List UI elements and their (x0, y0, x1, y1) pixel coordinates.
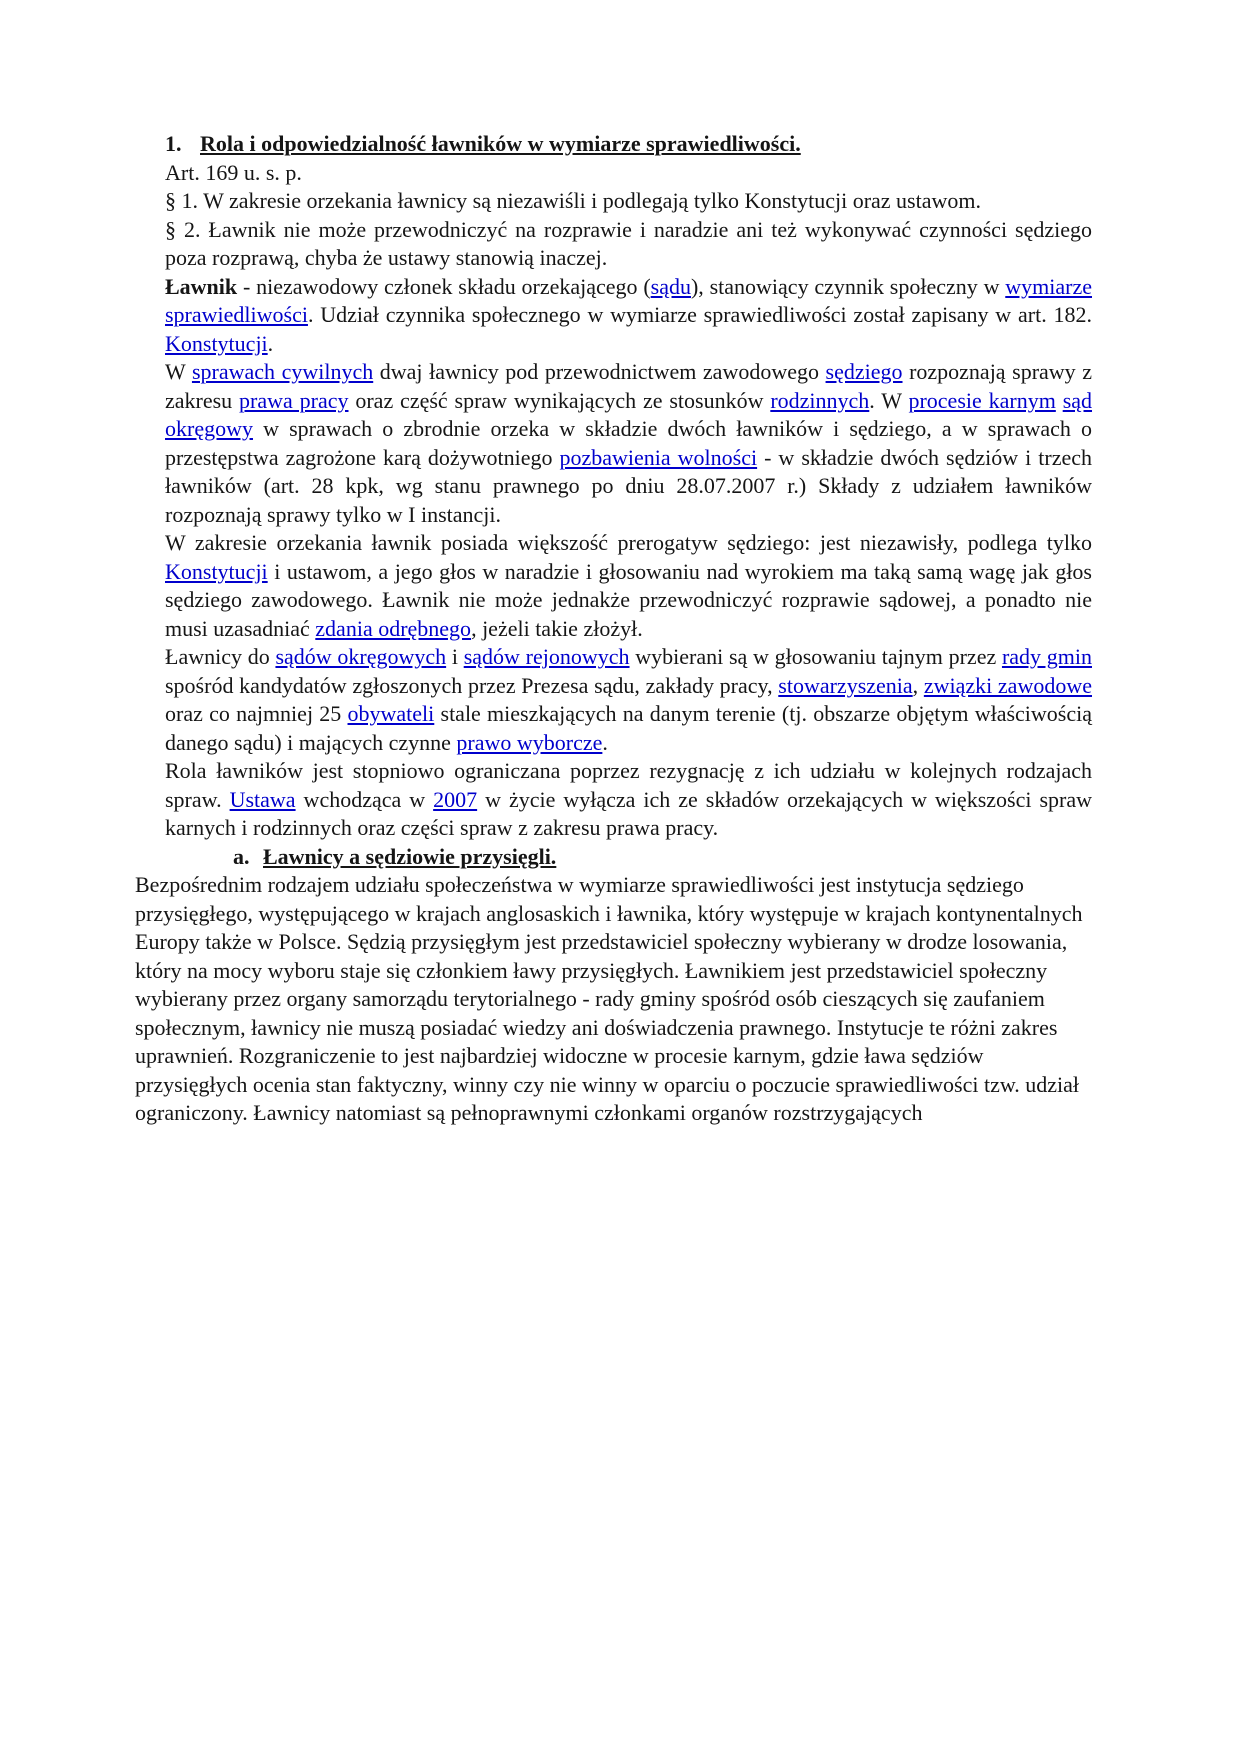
hyperlink[interactable]: Ustawa (229, 786, 296, 812)
text-run: wchodząca w (295, 786, 434, 812)
hyperlink[interactable]: sędziego (825, 359, 903, 384)
hyperlink[interactable]: rodzinnych (770, 387, 870, 413)
text-run: ), stanowiący czynnik społeczny w (690, 273, 1006, 299)
text-run: i ustawom, a jego głos w naradzie i głosowaniu nad wyrokiem ma taką samą wagę jak głos sędziego zawodowego. Ławnik nie może jednakże przewodniczyć rozprawie sądowej, a ponadto nie musi uzasadniać (165, 558, 1092, 641)
hyperlink[interactable]: wymiarze sprawiedliwości (165, 273, 1092, 327)
section-heading (165, 130, 1092, 159)
section-heading (233, 843, 1092, 872)
text-run: w życie wyłącza ich ze składów orzekających w większości spraw karnych i rodzinnych oraz części spraw z zakresu prawa pracy. (165, 786, 1092, 840)
hyperlink[interactable]: pozbawienia wolności (559, 444, 758, 470)
hyperlink[interactable]: Konstytucji (165, 558, 268, 584)
text-run: stale mieszkających na danym terenie (tj. obszarze objętym właściwością danego sądu) i mających czynne (165, 701, 1092, 755)
text-run: . Udział czynnika społecznego w wymiarze sprawiedliwości został zapisany w art. 182. (307, 302, 1092, 327)
hyperlink[interactable]: 2007 (433, 786, 478, 812)
text-run: W (165, 359, 192, 384)
text-run: . (267, 330, 274, 356)
text-run: oraz część spraw wynikających ze stosunków (348, 387, 771, 413)
hyperlink[interactable]: zdania odrębnego (315, 615, 472, 641)
text-run: § 1. W zakresie orzekania ławnicy są niezawiśli i podlegają tylko Konstytucji oraz ustawom. (165, 188, 981, 213)
text-run: wybierani są w głosowaniu tajnym przez (629, 644, 1002, 669)
text-run: i (446, 644, 464, 669)
text-run: Bezpośrednim rodzajem udziału społeczeństwa w wymiarze sprawiedliwości jest instytucja sędziego przysięgłego, występującego w krajach anglosaskich i ławnika, który występuje w krajach kontynentalnych Europy także w Polsce. Sędzią przysięgłym jest przedstawiciel społeczny wybierany w drodze losowania, który na mocy wyboru staje się członkiem ławy przysięgłych. Ławnikiem jest przedstawiciel społeczny wybierany przez organy samorządu terytorialnego - rady gminy spośród osób cieszących się zaufaniem społecznym, ławnicy nie muszą posiadać wiedzy ani doświadczenia prawnego. Instytucje te różni zakres uprawnień. Rozgraniczenie to jest najbardziej widoczne w procesie karnym, gdzie ława sędziów przysięgłych ocenia stan faktyczny, winny czy nie winny w oparciu o poczucie sprawiedliwości tzw. udział ograniczony. Ławnicy natomiast są pełnoprawnymi członkami organów rozstrzygających (135, 872, 1083, 1125)
text-run: w sprawach o zbrodnie orzeka w składzie dwóch ławników i sędziego, a w sprawach o przestępstwa zagrożone karą dożywotniego (165, 416, 1092, 470)
hyperlink[interactable]: sądów rejonowych (463, 644, 630, 669)
hyperlink[interactable]: obywateli (347, 701, 435, 726)
text-run: dwaj ławnicy pod przewodnictwem zawodowego (373, 359, 826, 384)
list-marker: a. (233, 843, 250, 869)
text-run: - w składzie dwóch sędziów i trzech ławników (art. 28 kpk, wg stanu prawnego po dniu 28.07.2007 r.) Składy z udziałem ławników rozpoznają sprawy tylko w I instancji. (165, 444, 1092, 527)
hyperlink[interactable]: procesie karnym (908, 387, 1056, 413)
bold-text-run: Rola i odpowiedzialność ławników w wymiarze sprawiedliwości. (200, 131, 801, 156)
hyperlink[interactable]: sprawach cywilnych (191, 359, 374, 384)
body-paragraph (165, 216, 1092, 273)
text-run: W zakresie orzekania ławnik posiada większość prerogatyw sędziego: jest niezawisły, podlega tylko (165, 530, 1092, 555)
text-run: - niezawodowy członek składu orzekającego ( (237, 273, 651, 299)
hyperlink[interactable]: stowarzyszenia (778, 672, 913, 698)
body-paragraph (135, 871, 1092, 1128)
hyperlink[interactable]: prawo wyborcze (456, 729, 603, 755)
text-run: rozpoznają sprawy z zakresu (165, 359, 1092, 413)
body-paragraph (165, 757, 1092, 843)
body-paragraph (165, 643, 1092, 757)
bold-text-run: Ławnik (165, 273, 238, 299)
text-run (1056, 388, 1063, 413)
hyperlink[interactable]: sądów okręgowych (275, 644, 447, 669)
text-run: . W (869, 387, 909, 413)
list-marker: 1. (165, 131, 182, 156)
body-paragraph (165, 273, 1092, 359)
text-run: oraz co najmniej 25 (165, 701, 348, 726)
hyperlink[interactable]: rady gmin (1001, 644, 1092, 669)
hyperlink[interactable]: sąd okręgowy (165, 387, 1093, 441)
hyperlink[interactable]: Konstytucji (165, 330, 268, 356)
text-run: , (912, 672, 924, 698)
hyperlink[interactable]: sądu (650, 273, 691, 299)
hyperlink[interactable]: związki zawodowe (923, 672, 1092, 698)
text-run: . (602, 729, 608, 755)
bold-text-run: Ławnicy a sędziowie przysięgli. (263, 843, 557, 869)
text-run: spośród kandydatów zgłoszonych przez Prezesa sądu, zakłady pracy, (165, 672, 779, 698)
body-paragraph (165, 358, 1092, 529)
body-paragraph (165, 187, 1092, 216)
text-run: , jeżeli takie złożył. (471, 615, 643, 641)
text-run: Rola ławników jest stopniowo ograniczana poprzez rezygnację z ich udziału w kolejnych rodzajach spraw. (165, 758, 1092, 812)
body-paragraph (165, 159, 1092, 188)
text-run: Ławnicy do (165, 644, 276, 669)
text-run: Art. 169 u. s. p. (165, 159, 302, 185)
hyperlink[interactable]: prawa pracy (239, 387, 349, 413)
text-run: § 2. Ławnik nie może przewodniczyć na rozprawie i naradzie ani też wykonywać czynności sędziego poza rozprawą, chyba że ustawy stanowią inaczej. (165, 216, 1092, 270)
body-paragraph (165, 529, 1092, 643)
